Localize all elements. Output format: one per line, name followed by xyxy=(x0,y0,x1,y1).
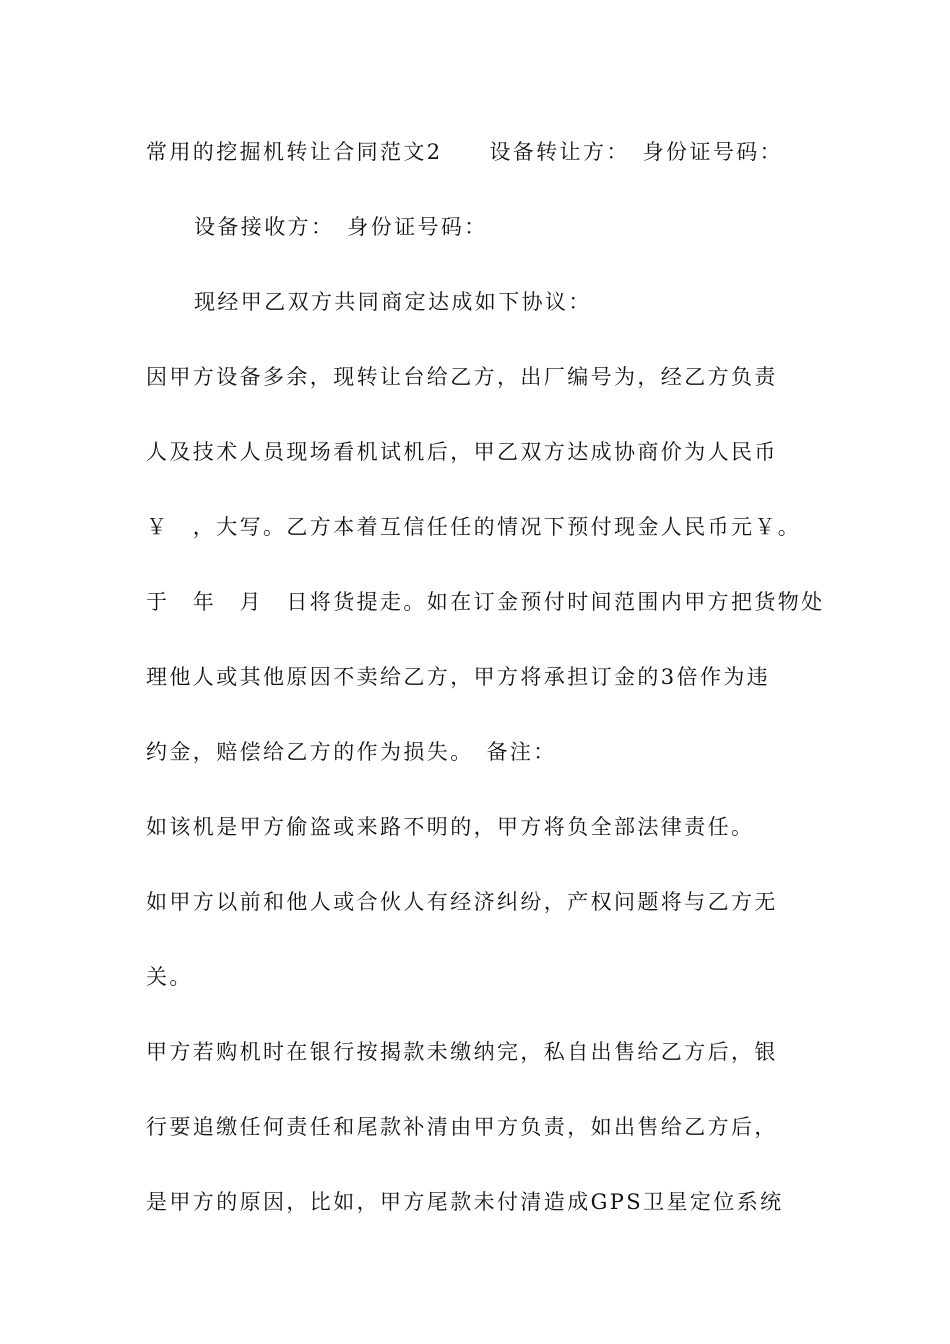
doc-line: 因甲方设备多余，现转让台给乙方，出厂编号为，经乙方负责 xyxy=(146,365,778,389)
doc-line: 于 年 月 日将货提走。如在订金预付时间范围内甲方把货物处 xyxy=(146,590,825,614)
doc-line: 如甲方以前和他人或合伙人有经济纠纷，产权问题将与乙方无 xyxy=(146,890,778,914)
doc-line-agreement-intro: 现经甲乙双方共同商定达成如下协议： xyxy=(194,290,592,314)
doc-line: 理他人或其他原因不卖给乙方，甲方将承担订金的3倍作为违 xyxy=(146,665,771,689)
doc-line-title: 常用的挖掘机转让合同范文2 设备转让方： 身份证号码： xyxy=(146,140,784,164)
doc-line: 行要追缴任何责任和尾款补清由甲方负责，如出售给乙方后， xyxy=(146,1115,778,1139)
doc-line-receiver: 设备接收方： 身份证号码： xyxy=(194,215,488,239)
doc-line: 如该机是甲方偷盗或来路不明的，甲方将负全部法律责任。 xyxy=(146,815,755,839)
doc-line-remarks: 约金，赔偿给乙方的作为损失。 备注： xyxy=(146,740,557,764)
doc-line: ￥ ，大写。乙方本着互信任任的情况下预付现金人民币元￥。 xyxy=(146,515,802,539)
doc-line: 是甲方的原因，比如，甲方尾款未付清造成GPS卫星定位系统 xyxy=(146,1190,784,1214)
doc-line: 甲方若购机时在银行按揭款未缴纳完，私自出售给乙方后，银 xyxy=(146,1040,778,1064)
doc-line: 人及技术人员现场看机试机后，甲乙双方达成协商价为人民币 xyxy=(146,440,778,464)
doc-line: 关。 xyxy=(146,965,193,989)
